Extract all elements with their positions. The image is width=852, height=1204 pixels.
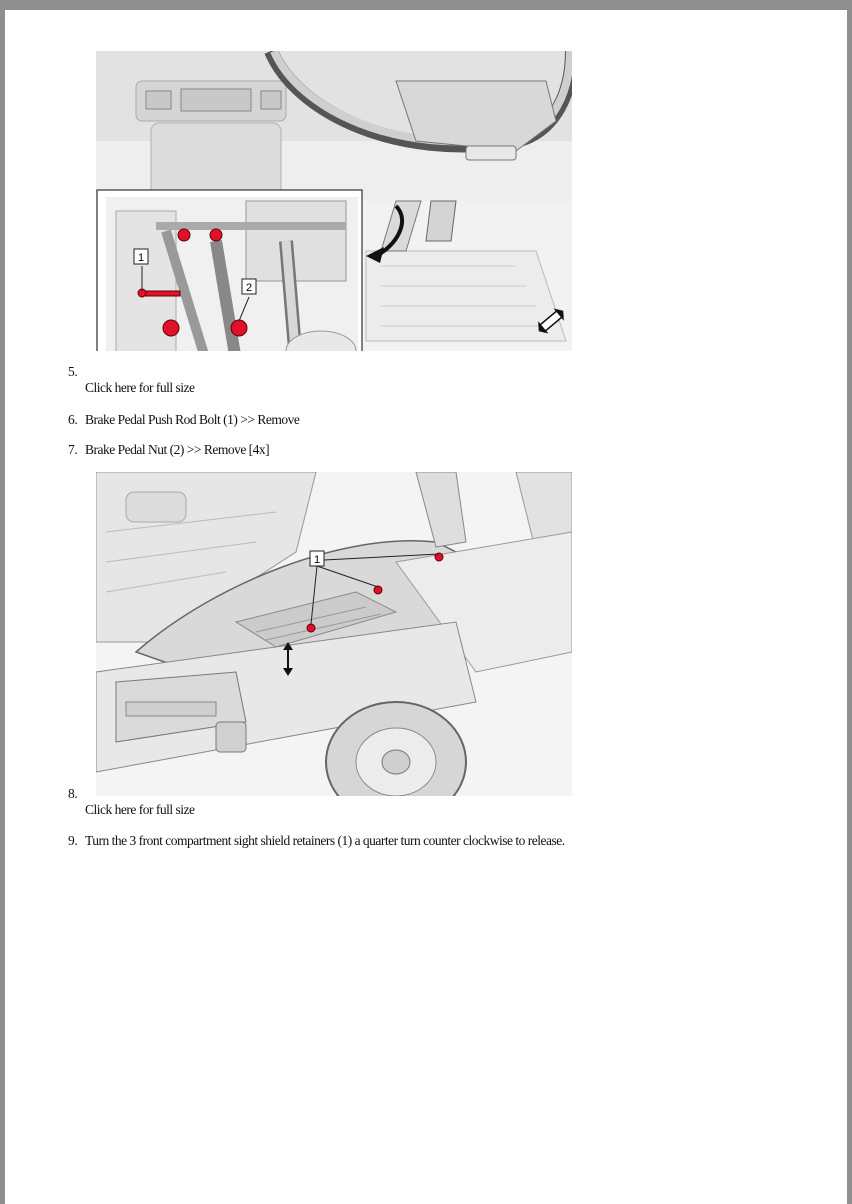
step-text: Brake Pedal Nut (2) >> Remove [4x] (85, 442, 270, 457)
step-number: 8. (68, 786, 78, 801)
step-number: 5. (68, 364, 78, 379)
push-rod-bolt-marker (142, 291, 180, 296)
front-compartment-drawing (96, 472, 572, 796)
full-size-link[interactable]: Click here for full size (85, 380, 195, 395)
step-text: Turn the 3 front compartment sight shield retainers (1) a quarter turn counter clockwise to release. (85, 833, 565, 848)
brake-pedal-illustration[interactable] (96, 51, 572, 351)
front-compartment-illustration[interactable] (96, 472, 572, 796)
retainer-marker (374, 586, 382, 594)
retainer-marker (307, 624, 315, 632)
nut-marker (163, 320, 179, 336)
step-number: 9. (68, 833, 78, 848)
nut-marker (210, 229, 222, 241)
callout-label-1: 1 (313, 554, 321, 566)
full-size-link[interactable]: Click here for full size (85, 802, 195, 817)
step-number: 7. (68, 442, 78, 457)
document-page (5, 10, 847, 1204)
nut-marker (178, 229, 190, 241)
step-number: 6. (68, 412, 78, 427)
brake-pedal-drawing (96, 51, 572, 351)
callout-label-1: 1 (137, 252, 145, 264)
callout-label-2: 2 (245, 282, 253, 294)
nut-marker (231, 320, 247, 336)
step-text: Brake Pedal Push Rod Bolt (1) >> Remove (85, 412, 300, 427)
